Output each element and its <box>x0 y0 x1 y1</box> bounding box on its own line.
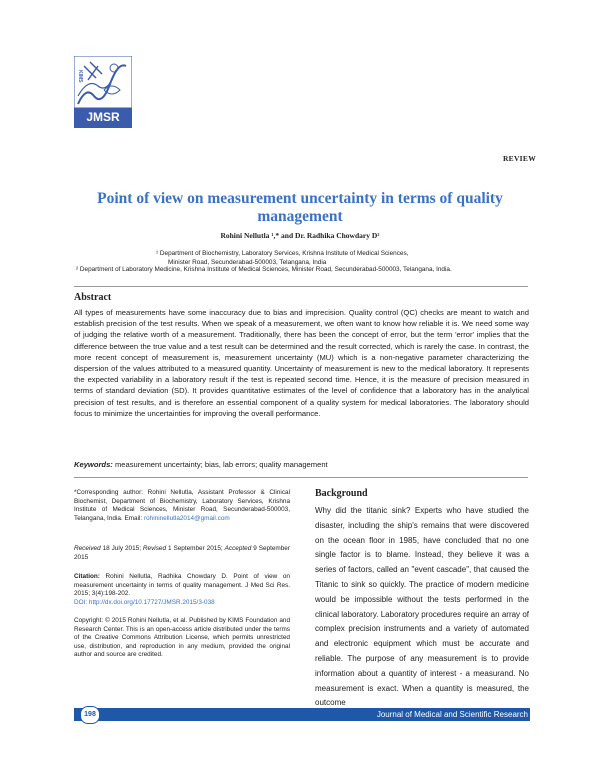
citation-text: Rohini Nellutla, Radhika Chowdary D. Point of view on measurement uncertainty in terms of quality management. J Med Sci Res. 2015; 3(4):198-202. <box>74 573 290 598</box>
background-heading: Background <box>315 488 368 499</box>
logo-side-text: KIMS <box>77 70 83 83</box>
journal-logo <box>74 56 132 128</box>
keywords-label: Keywords: <box>74 460 113 469</box>
abstract-body: All types of measurements have some inaccuracy due to bias and imprecision. Quality control (QC) checks are meant to watch and establish precision of the test results. When we speak of a measurement, we often want to know how reliable it is. We need some way of judging the relative worth of a measurement. Traditionally, there has been the concept of error, but the term 'error' implies that the difference between the true value and a test result can be determined and the result corrected, which is rarely the case. In contrast, the more recent concept of measurement is, measurement uncertainty (MU) which is a non-negative parameter characterizing the dispersion of the values attributed to a measured quantity. Uncertainty of measurement is new to the medical laboratory. It represents the expected variability in a laboratory result if the test is repeated second time. Hence, it is the measure of precision measured in terms of standard deviation (SD). It provides quantitative estimates of the level of confidence that a laboratory has in the analytical precision of test results, and is therefore an essential component of a quality system for medical laboratories. The laboratory should focus to minimize the uncertainties for improving the overall performance. <box>74 308 529 418</box>
received-label: Received <box>74 545 101 552</box>
abstract-heading: Abstract <box>74 292 112 303</box>
divider <box>74 477 528 478</box>
doi-link[interactable]: DOI: http://dx.doi.org/10.17727/JMSR.2015/3-038 <box>74 598 215 606</box>
revised-label: Revised <box>142 545 167 552</box>
corresponding-author-text: *Corresponding author: Rohini Nellutla, Assistant Professor & Clinical Biochemist, Department of Biochemistry, Laboratory Services, Krishna Institute of Medical Sciences, Minister Road, Secunderabad-500003, Telangana, India. Email: <box>74 489 290 522</box>
citation-label: Citation: <box>74 573 100 580</box>
article-dates <box>74 545 290 562</box>
author-list: Rohini Nellutla ¹,* and Dr. Radhika Chowdary D² <box>220 231 380 240</box>
copyright-notice: Copyright: © 2015 Rohini Nellutla, et al. Published by KIMS Foundation and Research Center. This is an open-access article distributed under the terms of the Creative Commons Attribution License, which permits unrestricted use, distribution, and reproduction in any medium, provided the original author and source are credited. <box>74 617 290 659</box>
keywords <box>74 460 328 469</box>
logo-text: JMSR <box>86 110 120 124</box>
affiliation-2: ² Department of Laboratory Medicine, Krishna Institute of Medical Sciences, Minister Road, Secunderabad-500003, Telangana, India. <box>76 266 452 273</box>
accepted-date: 9 September 2015 <box>74 545 290 561</box>
affiliation-1-line-1: ¹ Department of Biochemistry, Laboratory Services, Krishna Institute of Medical Sciences, <box>156 250 409 257</box>
divider <box>74 286 528 287</box>
accepted-label: Accepted <box>224 545 252 552</box>
journal-name: Journal of Medical and Scientific Research <box>376 710 528 719</box>
author-email-link[interactable]: rohininellutla2014@gmail.com <box>144 514 230 522</box>
background-body: Why did the titanic sink? Experts who have studied the disaster, including the ship's remains that were discovered on the ocean floor in 1985, have concluded that no one single factor is to blame. Instead, they believe it was a series of factors, called an "event cascade", that caused the Titanic to sink so quickly. The practice of modern medicine would be impossible without the tests performed in the clinical laboratory. Laboratory procedures require an array of complex precision instruments and a variety of automated and electronic equipment which must be accurate and reliable. The purpose of any measurement is to provide information about a quantity of interest - a measurand. No measurement is exact. When a quantity is measured, the outcome <box>315 506 529 708</box>
corresponding-author <box>74 489 290 523</box>
revised-date: 1 September 2015; <box>166 545 225 552</box>
citation <box>74 573 290 607</box>
affiliation-1-line-2: Minister Road, Secunderabad-500003, Telangana, India <box>168 259 327 266</box>
received-date: 18 July 2015; <box>100 545 143 552</box>
section-label: REVIEW <box>502 154 536 163</box>
article-title: Point of view on measurement uncertainty in terms of quality management <box>97 190 503 225</box>
page-number: 198 <box>80 706 100 724</box>
keywords-value: measurement uncertainty; bias, lab errors; quality management <box>112 460 328 469</box>
